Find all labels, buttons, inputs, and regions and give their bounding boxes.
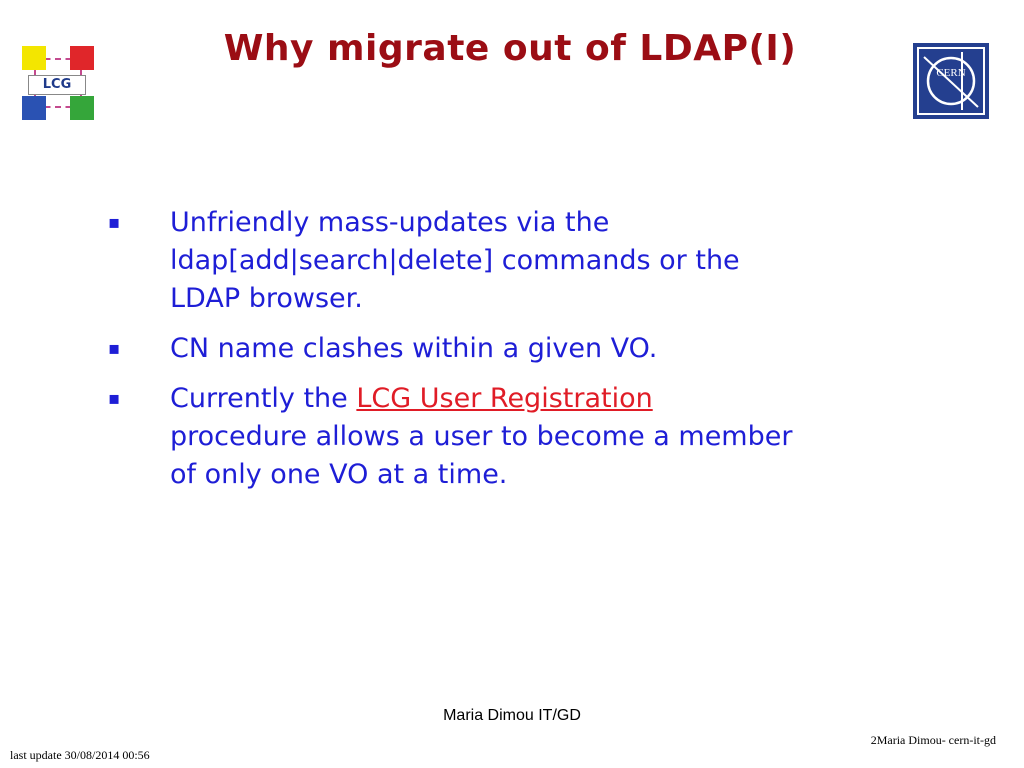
- bullet-item: [108, 204, 898, 318]
- lcg-user-registration-link[interactable]: LCG User Registration: [356, 383, 653, 414]
- bullet-marker-icon: ▪: [108, 388, 121, 409]
- footer-author: Maria Dimou IT/GD: [443, 707, 581, 724]
- bullet-list: [108, 204, 898, 506]
- lcg-logo-label: LCG: [28, 75, 86, 95]
- slide-title: Why migrate out of LDAP(I): [223, 28, 797, 69]
- bullet-marker-icon: ▪: [108, 212, 121, 233]
- bullet-line: procedure allows a user to become a member: [170, 421, 793, 452]
- lcg-green-square: [70, 96, 94, 120]
- bullet-line: Currently the: [170, 383, 357, 414]
- cern-logo-text: CERN: [936, 67, 966, 79]
- bullet-line: CN name clashes within a given VO.: [170, 333, 658, 364]
- bullet-item: [108, 380, 898, 494]
- lcg-yellow-square: [22, 46, 46, 70]
- bullet-marker-icon: ▪: [108, 338, 121, 359]
- bullet-line: ldap[add|search|delete] commands or the: [170, 245, 740, 276]
- bullet-line: LDAP browser.: [170, 283, 363, 314]
- bullet-item: [108, 330, 898, 368]
- lcg-red-square: [70, 46, 94, 70]
- lcg-logo: [18, 42, 98, 126]
- footer-page-credit: 2Maria Dimou- cern-it-gd: [870, 733, 996, 747]
- cern-logo: [912, 42, 990, 120]
- bullet-line: Unfriendly mass-updates via the: [170, 207, 610, 238]
- lcg-blue-square: [22, 96, 46, 120]
- footer-last-update: last update 30/08/2014 00:56: [10, 748, 150, 762]
- bullet-line: of only one VO at a time.: [170, 459, 508, 490]
